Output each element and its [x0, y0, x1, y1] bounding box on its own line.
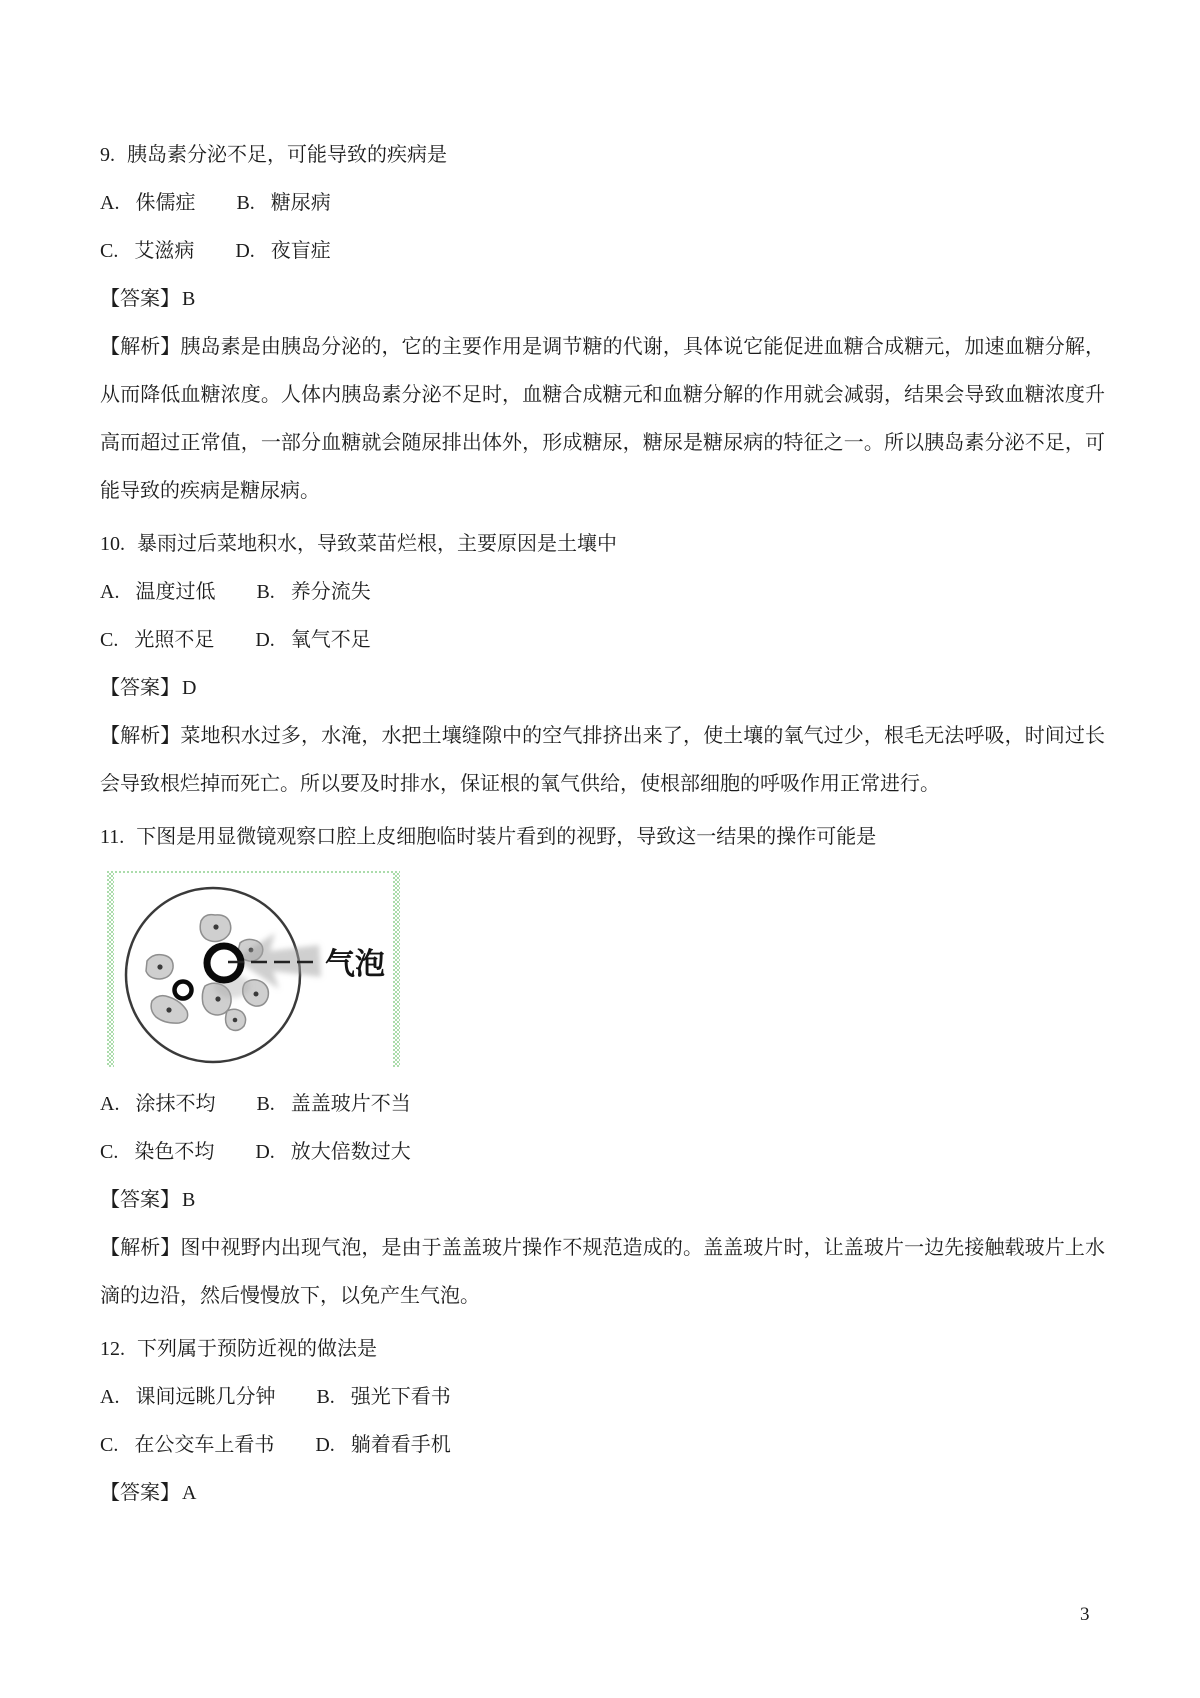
options-row: [100, 1421, 1105, 1469]
question-block-11: [100, 813, 1105, 1320]
option-label: D.: [255, 1141, 275, 1163]
options-row: [100, 179, 1105, 227]
question-stem: [100, 813, 1105, 861]
analysis-tag: 【解析】: [100, 336, 181, 358]
question-stem: [100, 131, 1105, 179]
analysis-tag: 【解析】: [100, 725, 181, 747]
option-a: [100, 1080, 215, 1128]
analysis-paragraph: [100, 323, 1105, 515]
answer-value: B: [182, 1189, 196, 1211]
option-label: A.: [100, 192, 120, 214]
option-label: C.: [100, 240, 119, 262]
option-label: C.: [100, 1141, 119, 1163]
option-text: 盖盖玻片不当: [290, 1093, 411, 1115]
option-a: [100, 179, 195, 227]
option-text: 夜盲症: [270, 240, 331, 262]
option-label: B.: [316, 1386, 335, 1408]
figure-border-left: [107, 871, 114, 1067]
question-number: 10.: [100, 533, 125, 555]
answer-value: B: [182, 288, 196, 310]
option-d: [255, 1128, 410, 1176]
analysis-paragraph: [100, 712, 1105, 808]
options-row: [100, 1080, 1105, 1128]
option-text: 染色不均: [134, 1141, 215, 1163]
page-number: 3: [1080, 1604, 1090, 1625]
option-text: 氧气不足: [290, 629, 371, 651]
option-b: [256, 1080, 410, 1128]
answer-line: [100, 1176, 1105, 1224]
air-bubble-small: [175, 982, 192, 999]
question-stem: [100, 520, 1105, 568]
option-d: [235, 227, 330, 275]
option-text: 侏儒症: [135, 192, 196, 214]
option-text: 涂抹不均: [135, 1093, 216, 1115]
option-a: [100, 568, 215, 616]
question-stem-text: 暴雨过后菜地积水，导致菜苗烂根，主要原因是土壤中: [137, 533, 617, 555]
option-label: A.: [100, 1386, 120, 1408]
option-d: [315, 1421, 450, 1469]
option-text: 艾滋病: [134, 240, 195, 262]
figure-border-right: [393, 871, 400, 1067]
question-number: 9.: [100, 144, 115, 166]
question-stem-text: 下列属于预防近视的做法是: [137, 1338, 377, 1360]
option-label: A.: [100, 1093, 120, 1115]
option-a: [100, 1373, 275, 1421]
option-label: D.: [315, 1434, 335, 1456]
option-text: 躺着看手机: [350, 1434, 451, 1456]
option-label: B.: [236, 192, 255, 214]
question-stem: [100, 1325, 1105, 1373]
options-row: [100, 568, 1105, 616]
question-number: 12.: [100, 1338, 125, 1360]
options-row: [100, 616, 1105, 664]
option-label: A.: [100, 581, 120, 603]
question-block-10: [100, 520, 1105, 808]
answer-line: [100, 275, 1105, 323]
options-row: [100, 1373, 1105, 1421]
option-text: 课间远眺几分钟: [135, 1386, 276, 1408]
option-text: 光照不足: [134, 629, 215, 651]
analysis-tag: 【解析】: [100, 1237, 181, 1259]
question-number: 11.: [100, 826, 125, 848]
answer-line: [100, 664, 1105, 712]
option-label: C.: [100, 629, 119, 651]
option-text: 强光下看书: [350, 1386, 451, 1408]
microscope-field-svg: [107, 871, 400, 1067]
option-c: [100, 1421, 274, 1469]
option-b: [316, 1373, 450, 1421]
option-label: B.: [256, 1093, 275, 1115]
question-block-12: [100, 1325, 1105, 1517]
analysis-text: 菜地积水过多，水淹，水把土壤缝隙中的空气排挤出来了，使土壤的氧气过少，根毛无法呼吸，时间过长会导致根烂掉而死亡。所以要及时排水，保证根的氧气供给，使根部细胞的呼吸作用正常进行。: [100, 725, 1106, 795]
option-text: 在公交车上看书: [134, 1434, 275, 1456]
analysis-text: 胰岛素是由胰岛分泌的，它的主要作用是调节糖的代谢，具体说它能促进血糖合成糖元，加速血糖分解，从而降低血糖浓度。人体内胰岛素分泌不足时，血糖合成糖元和血糖分解的作用就会减弱，结果会导致血糖浓度升高而超过正常值，一部分血糖就会随尿排出体外，形成糖尿，糖尿是糖尿病的特征之一。所以胰岛素分泌不足，可能导致的疾病是糖尿病。: [100, 336, 1106, 502]
analysis-paragraph: [100, 1224, 1105, 1320]
answer-value: A: [182, 1482, 197, 1504]
bubble-label: 气泡: [325, 948, 385, 981]
option-label: C.: [100, 1434, 119, 1456]
option-label: D.: [235, 240, 255, 262]
option-d: [255, 616, 370, 664]
option-c: [100, 1128, 214, 1176]
figure-border-top: [107, 871, 400, 873]
question-stem-text: 胰岛素分泌不足，可能导致的疾病是: [127, 144, 447, 166]
microscope-figure: [107, 871, 400, 1067]
question-stem-text: 下图是用显微镜观察口腔上皮细胞临时装片看到的视野，导致这一结果的操作可能是: [136, 826, 877, 848]
option-label: B.: [256, 581, 275, 603]
option-text: 放大倍数过大: [290, 1141, 411, 1163]
option-text: 糖尿病: [270, 192, 331, 214]
analysis-text: 图中视野内出现气泡，是由于盖盖玻片操作不规范造成的。盖盖玻片时，让盖玻片一边先接触载玻片上水滴的边沿，然后慢慢放下，以免产生气泡。: [100, 1237, 1106, 1307]
exam-content: [100, 131, 1105, 1517]
option-text: 养分流失: [290, 581, 371, 603]
answer-line: [100, 1469, 1105, 1517]
option-b: [236, 179, 330, 227]
option-b: [256, 568, 370, 616]
option-c: [100, 616, 214, 664]
answer-tag: 【答案】: [100, 677, 180, 699]
option-text: 温度过低: [135, 581, 216, 603]
options-row: [100, 1128, 1105, 1176]
question-block-9: [100, 131, 1105, 515]
answer-tag: 【答案】: [100, 288, 180, 310]
answer-tag: 【答案】: [100, 1189, 180, 1211]
option-label: D.: [255, 629, 275, 651]
answer-tag: 【答案】: [100, 1482, 180, 1504]
answer-value: D: [182, 677, 197, 699]
options-row: [100, 227, 1105, 275]
option-c: [100, 227, 194, 275]
